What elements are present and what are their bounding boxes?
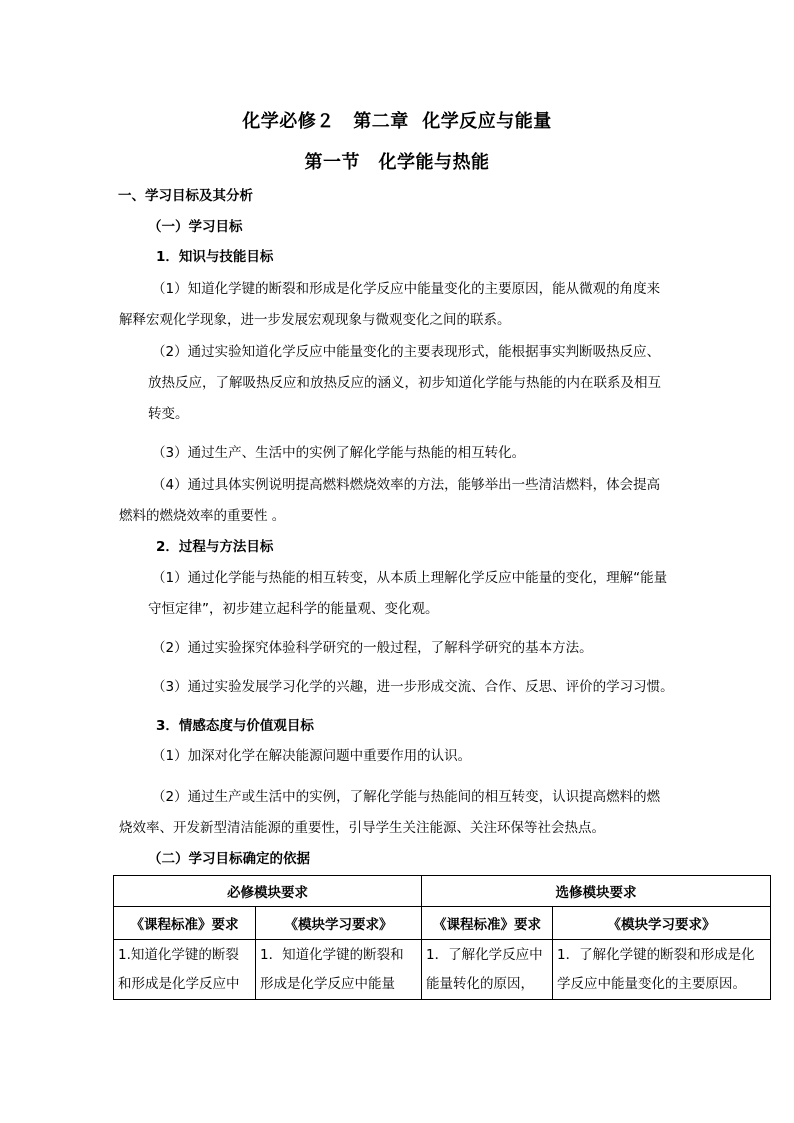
cell-line: 形成是化学反应中能量	[260, 976, 395, 992]
table-row	[114, 940, 771, 1000]
goal3-p1: （1）加深对化学在解决能源问题中重要作用的认识。	[152, 748, 472, 764]
goal3-p2-line2: 烧效率、开发新型清洁能源的重要性，引导学生关注能源、关注环保等社会热点。	[119, 820, 605, 836]
goal3-p2-line1: （2）通过生产或生活中的实例，了解化学能与热能间的相互转变，认识提高燃料的燃	[152, 789, 661, 805]
cell-line: 学反应中能量变化的主要原因。	[557, 976, 746, 992]
col-header-module-requirement: 《模块学习要求》	[553, 907, 771, 940]
sub2-heading: （二）学习目标确定的依据	[148, 851, 310, 867]
group-header-required: 必修模块要求	[114, 876, 422, 907]
goal2-p1-line1: （1）通过化学能与热能的相互转变，从本质上理解化学反应中能量的变化，理解“能量	[152, 570, 668, 586]
cell-line: 1．知道化学键的断裂和	[260, 947, 404, 963]
table-cell	[422, 940, 553, 1000]
cell-line: 1．了解化学键的断裂和形成是化	[557, 947, 755, 963]
goal2-p2: （2）通过实验探究体验科学研究的一般过程，了解科学研究的基本方法。	[152, 640, 593, 656]
table-cell	[114, 940, 256, 1000]
goal1-p2-line2: 放热反应，了解吸热反应和放热反应的涵义，初步知道化学能与热能的内在联系及相互	[148, 375, 661, 391]
goal2-heading: 2．过程与方法目标	[156, 539, 274, 555]
cell-line: 和形成是化学反应中	[118, 976, 240, 992]
goal3-heading: 3．情感态度与价值观目标	[156, 718, 314, 734]
section1-heading: 一、学习目标及其分析	[118, 188, 253, 204]
table-cell	[256, 940, 422, 1000]
goal2-p3: （3）通过实验发展学习化学的兴趣，进一步形成交流、合作、反思、评价的学习习惯。	[152, 679, 674, 695]
goal1-p2-line1: （2）通过实验知道化学反应中能量变化的主要表现形式，能根据事实判断吸热反应、	[152, 344, 661, 360]
sub1-heading: （一）学习目标	[148, 219, 243, 235]
goal1-p1-line1: （1）知道化学键的断裂和形成是化学反应中能量变化的主要原因，能从微观的角度来	[152, 281, 661, 297]
cell-line: 能量转化的原因，	[426, 976, 534, 992]
group-header-elective: 选修模块要求	[422, 876, 771, 907]
goal2-p1-line2: 守恒定律”，初步建立起科学的能量观、变化观。	[148, 601, 439, 617]
table-cell	[553, 940, 771, 1000]
col-header-curriculum-standard: 《课程标准》要求	[114, 907, 256, 940]
goal1-heading: 1．知识与技能目标	[156, 249, 274, 265]
chapter-title: 化学必修２ 第二章 化学反应与能量	[242, 111, 552, 132]
goal1-p1-line2: 解释宏观化学现象，进一步发展宏观现象与微观变化之间的联系。	[119, 312, 511, 328]
col-header-curriculum-standard: 《课程标准》要求	[422, 907, 553, 940]
goal1-p4-line1: （4）通过具体实例说明提高燃料燃烧效率的方法，能够举出一些清洁燃料，体会提高	[152, 477, 661, 493]
col-header-module-requirement: 《模块学习要求》	[256, 907, 422, 940]
requirements-table	[113, 875, 771, 1000]
goal1-p3: （3）通过生产、生活中的实例了解化学能与热能的相互转化。	[152, 445, 526, 461]
cell-line: 1.知道化学键的断裂	[118, 947, 239, 963]
section-title: 第一节 化学能与热能	[304, 152, 490, 173]
goal1-p4-line2: 燃料的燃烧效率的重要性 。	[119, 508, 286, 524]
goal1-p2-line3: 转变。	[148, 406, 189, 422]
cell-line: 1．了解化学反应中	[426, 947, 543, 963]
